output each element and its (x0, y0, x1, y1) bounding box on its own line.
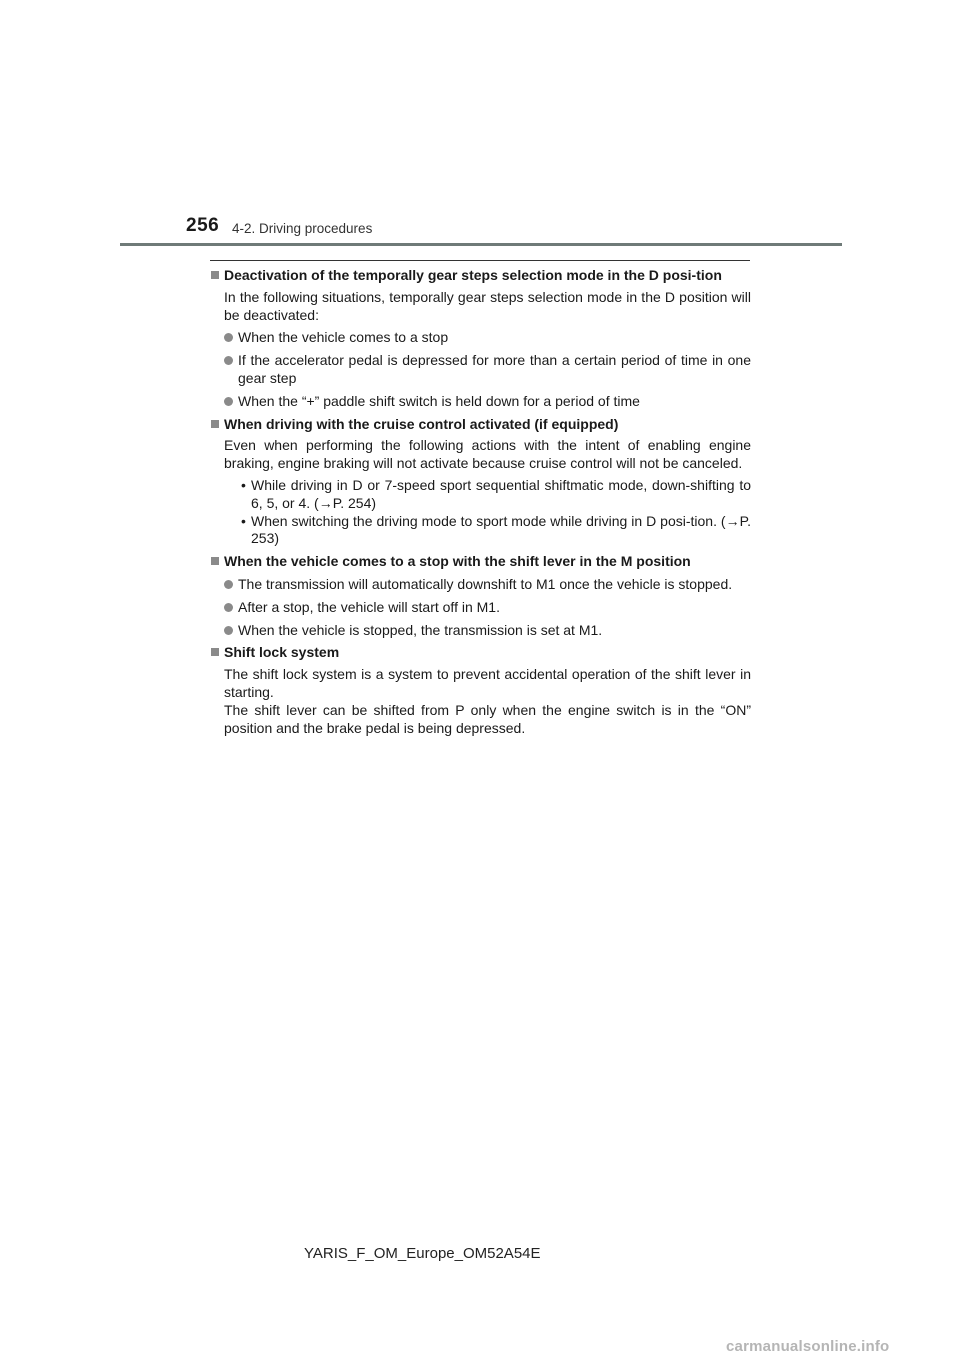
footer-code: YARIS_F_OM_Europe_OM52A54E (304, 1245, 541, 1262)
content (211, 267, 751, 737)
section-heading (211, 416, 751, 434)
paragraph: Even when performing the following actions with the intent of enabling engine braking, engine braking will not activate because cruise control will not be canceled. (224, 437, 751, 472)
dot-bullet-icon: • (241, 512, 246, 529)
list-item (211, 352, 751, 388)
list-item (211, 329, 751, 347)
square-bullet-icon (211, 271, 219, 279)
dot-bullet-icon: • (241, 476, 246, 493)
list-item (211, 393, 751, 411)
paragraph: The shift lever can be shifted from P only when the engine switch is in the “ON” position and the brake pedal is being depressed. (224, 701, 751, 736)
sub-list-item-text: While driving in D or 7-speed sport sequential shiftmatic mode, down-shifting to 6, 5, or 4. (→P. 254) (251, 476, 751, 511)
paragraph: The shift lock system is a system to prevent accidental operation of the shift lever in starting. (224, 666, 751, 700)
square-bullet-icon (211, 557, 219, 565)
list-item (211, 599, 751, 617)
heading-text: When the vehicle comes to a stop with the shift lever in the M position (224, 553, 691, 570)
square-bullet-icon (211, 648, 219, 656)
circle-bullet-icon (224, 356, 233, 365)
heading-text: Deactivation of the temporally gear steps selection mode in the D posi-tion (224, 267, 722, 283)
list-item-text: When the “+” paddle shift switch is held down for a period of time (238, 392, 640, 409)
list-item-text: If the accelerator pedal is depressed for more than a certain period of time in one gear step (238, 352, 751, 386)
circle-bullet-icon (224, 397, 233, 406)
content-rule (210, 260, 750, 261)
list-item (211, 576, 751, 594)
circle-bullet-icon (224, 333, 233, 342)
sub-list-item-text: When switching the driving mode to sport mode while driving in D posi-tion. (→P. 253) (251, 512, 751, 547)
sub-list-item (211, 477, 751, 513)
list-item-text: The transmission will automatically downshift to M1 once the vehicle is stopped. (238, 575, 733, 592)
page-number: 256 (186, 215, 220, 236)
section-heading (211, 267, 751, 285)
list-item (211, 622, 751, 640)
list-item-text: After a stop, the vehicle will start off in M1. (238, 598, 500, 615)
watermark-link[interactable]: carmanualsonline.info (726, 1338, 890, 1355)
list-item-text: When the vehicle comes to a stop (238, 329, 449, 346)
section-heading (211, 644, 751, 662)
section-heading (211, 553, 751, 571)
paragraph: In the following situations, temporally gear steps selection mode in the D position will be deactivated: (224, 288, 751, 323)
list-item-text: When the vehicle is stopped, the transmission is set at M1. (238, 621, 603, 638)
heading-text: When driving with the cruise control activated (if equipped) (224, 415, 619, 432)
circle-bullet-icon (224, 580, 233, 589)
square-bullet-icon (211, 420, 219, 428)
header-rule (120, 243, 842, 246)
heading-text: Shift lock system (224, 644, 340, 661)
circle-bullet-icon (224, 603, 233, 612)
circle-bullet-icon (224, 626, 233, 635)
section-title: 4-2. Driving procedures (232, 221, 373, 236)
sub-list-item (211, 513, 751, 549)
